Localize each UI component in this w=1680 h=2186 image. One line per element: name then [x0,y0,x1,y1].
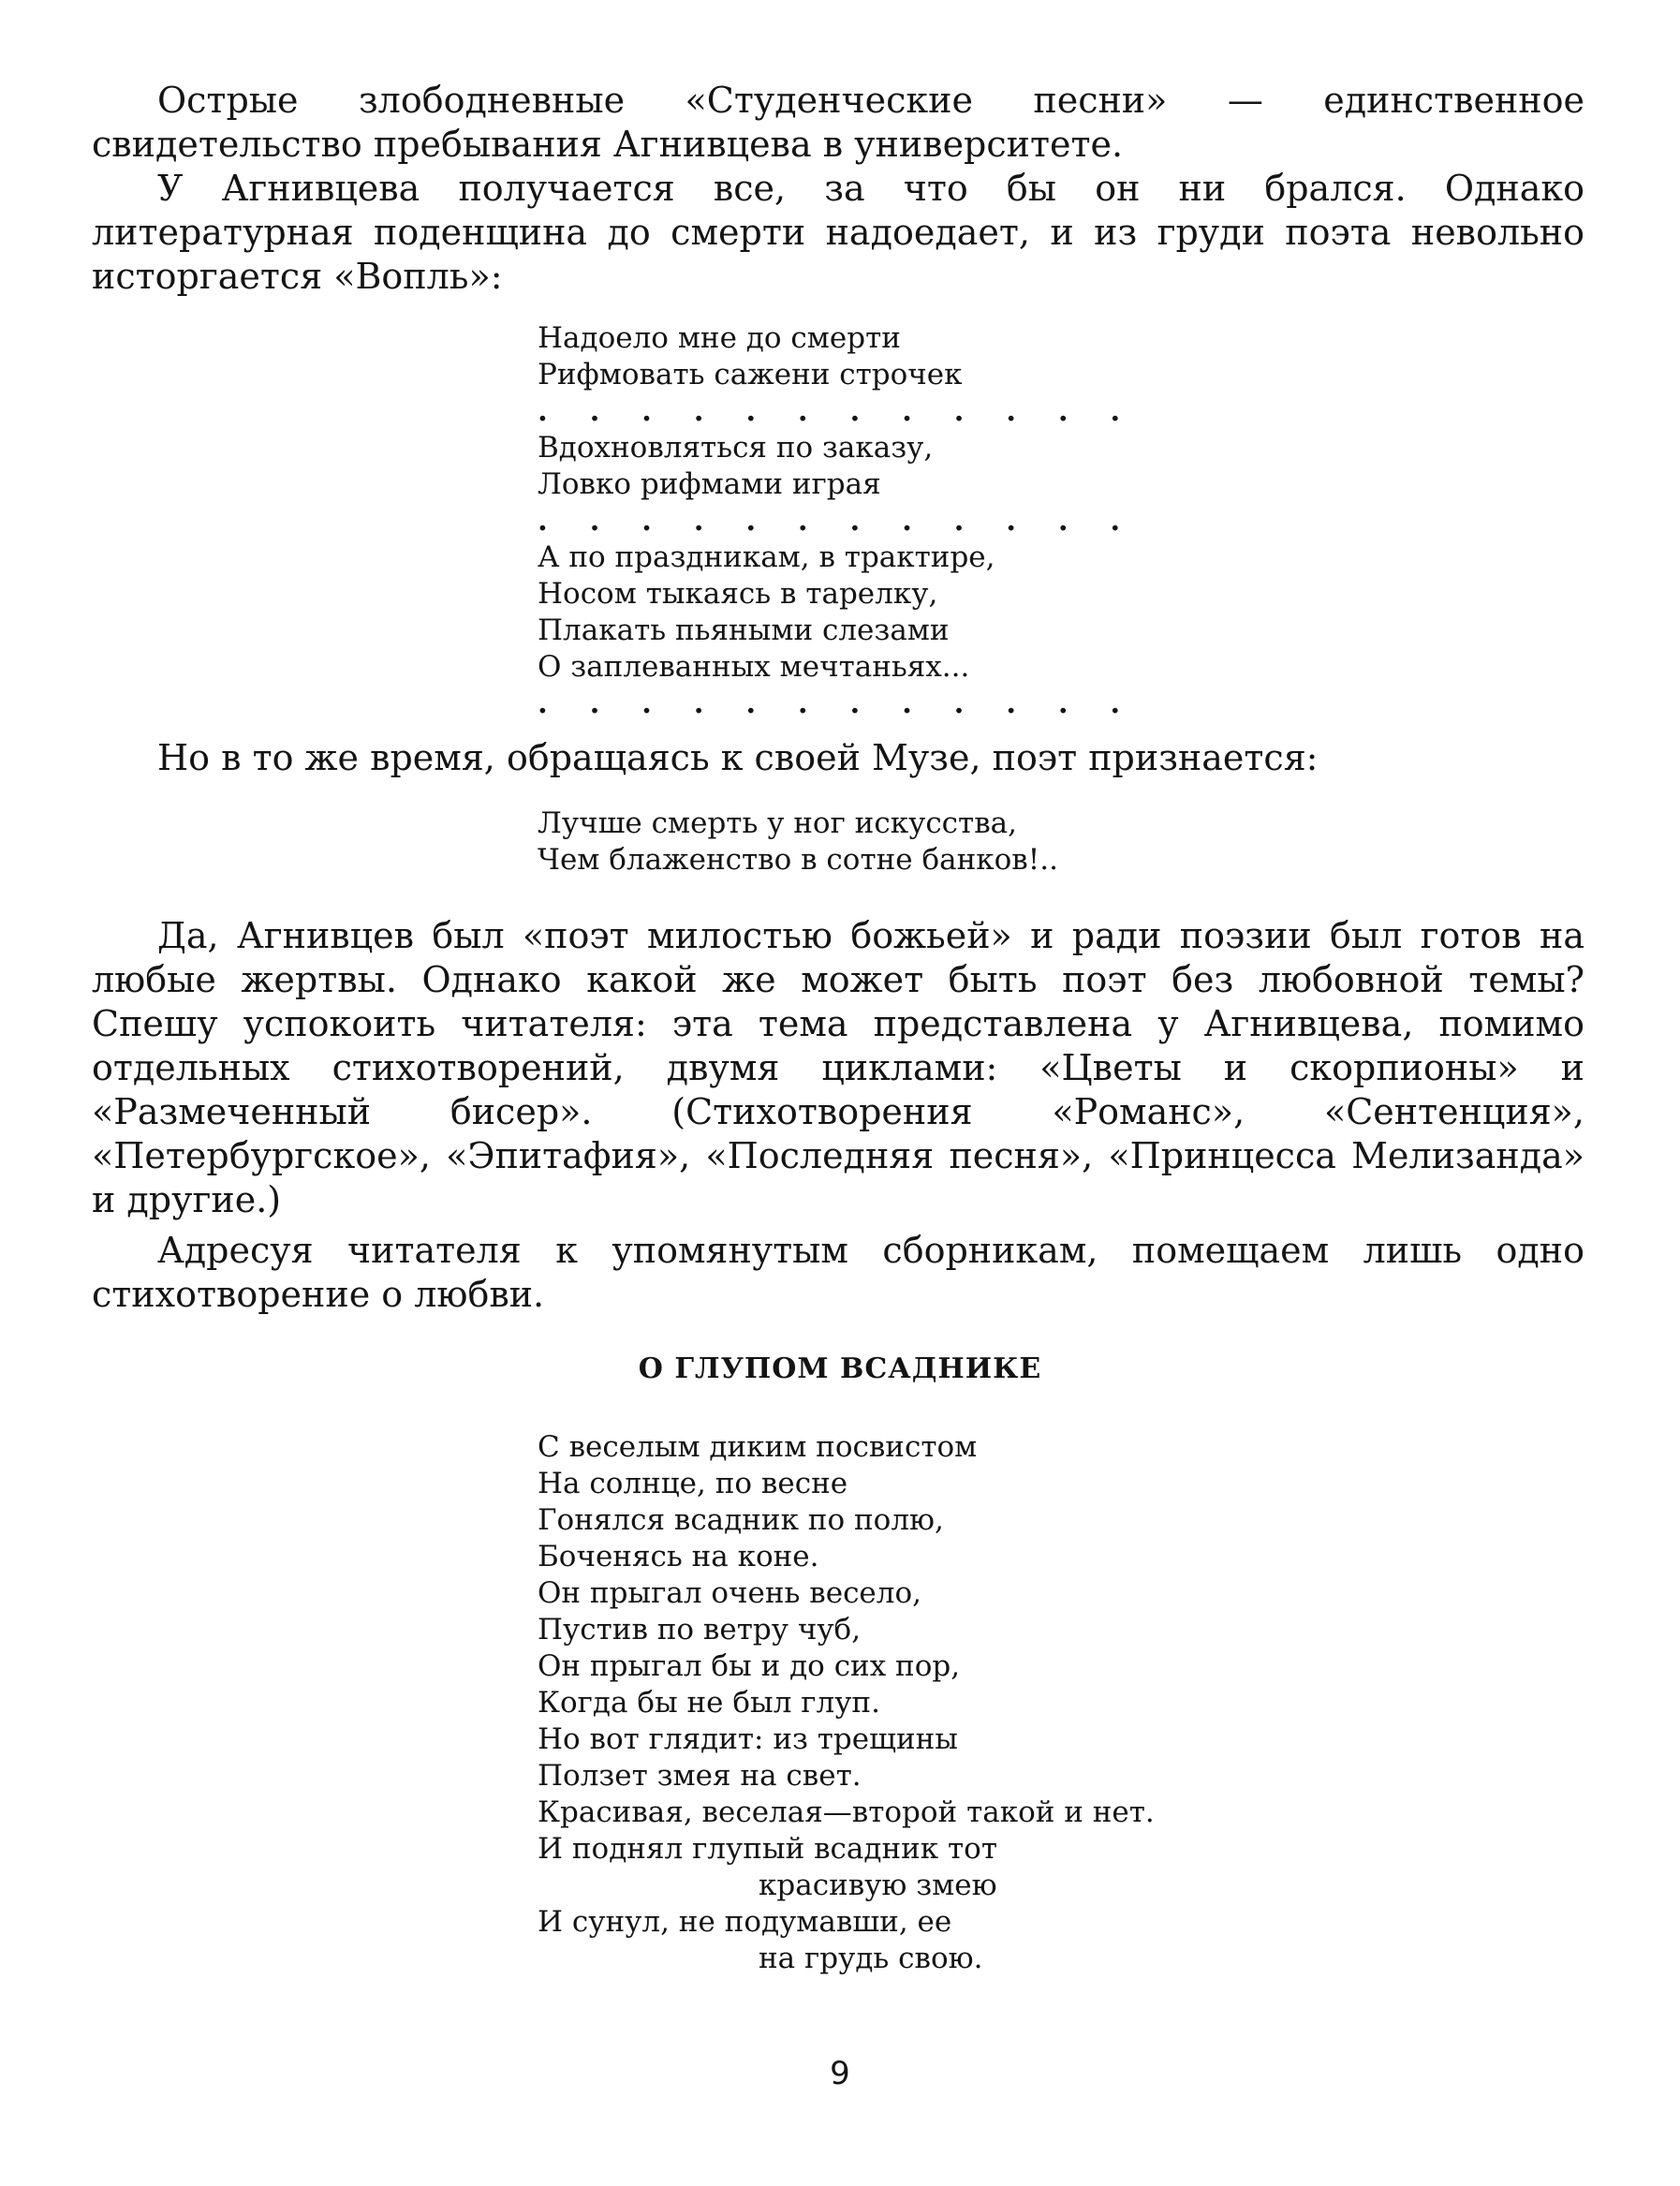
poem-line: Когда бы не был глуп. [538,1686,880,1720]
verse-line: О заплеванных мечтаньях... [538,650,970,684]
poem-line: Гонялся всадник по полю, [538,1503,944,1537]
poem-line: Ползет змея на свет. [538,1759,862,1793]
verse-muse [538,805,1058,879]
poem-line: Он прыгал очень весело, [538,1576,921,1610]
verse-line: Плакать пьяными слезами [538,613,950,647]
poem-line: С веселым диким посвистом [538,1430,978,1464]
ellipsis-row: . . . . . . . . . . . . [538,687,1137,720]
page-number: 9 [830,2055,850,2092]
ellipsis-row: . . . . . . . . . . . . [538,504,1137,538]
verse-line: Чем блаженство в сотне банков!.. [538,843,1058,877]
ellipsis-row: . . . . . . . . . . . . [538,394,1137,428]
poem-line: И поднял глупый всадник тот [538,1832,997,1866]
verse-line: А по праздникам, в трактире, [538,540,995,574]
poem-line: Он прыгал бы и до сих пор, [538,1649,961,1683]
poem-body [538,1429,1155,1977]
paragraph-literary-work: У Агнивцева получается все, за что бы он ни брался. Однако литературная поденщина до смерти надоедает, и из груди поэта невольно исторгается «Вопль»: [92,168,1584,297]
paragraph-love-theme: Да, Агнивцев был «поэт милостью божьей» и ради поэзии был готов на любые жертвы. Однако какой же может быть поэт без любовной темы? Спешу успокоить читателя: эта тема представлена у Агнивцева, помимо отдельных стихотворений, двумя циклами: «Цветы и скорпионы» и «Размеченный бисер». (Стихотворения «Романс», «Сентенция», «Петербургское», «Эпитафия», «Последняя песня», «Принцесса Мелизанда» и другие.) [92,915,1584,1220]
poem-title: О ГЛУПОМ ВСАДНИКЕ [638,1352,1042,1385]
paragraph-muse: Но в то же время, обращаясь к своей Музе, поэт признается: [157,737,1319,778]
verse-line: Рифмовать сажени строчек [538,358,963,391]
paragraph-one-poem: Адресуя читателя к упомянутым сборникам, помещаем лишь одно стихотворение о любви. [92,1230,1584,1315]
verse-line: Лучше смерть у ног искусства, [538,806,1017,840]
poem-line-continuation: красивую змею [759,1868,997,1902]
poem-line: Но вот глядит: из трещины [538,1722,958,1756]
verse-vopl [538,320,1136,722]
verse-line: Надоело мне до смерти [538,321,901,355]
verse-line: Носом тыкаясь в тарелку, [538,577,938,611]
poem-line: Пустив по ветру чуб, [538,1613,862,1647]
verse-line: Ловко рифмами играя [538,467,881,501]
poem-line: На солнце, по весне [538,1467,848,1500]
verse-line: Вдохновляться по заказу, [538,431,934,465]
poem-line-continuation: на грудь свою. [759,1942,983,1975]
paragraph-student-songs: Острые злободневные «Студенческие песни» — единственное свидетельство пребывания Агнивцева в университете. [92,80,1584,165]
poem-line: Боченясь на коне. [538,1540,819,1573]
poem-line: Красивая, веселая—второй такой и нет. [538,1795,1155,1829]
poem-line: И сунул, не подумавши, ее [538,1905,952,1939]
